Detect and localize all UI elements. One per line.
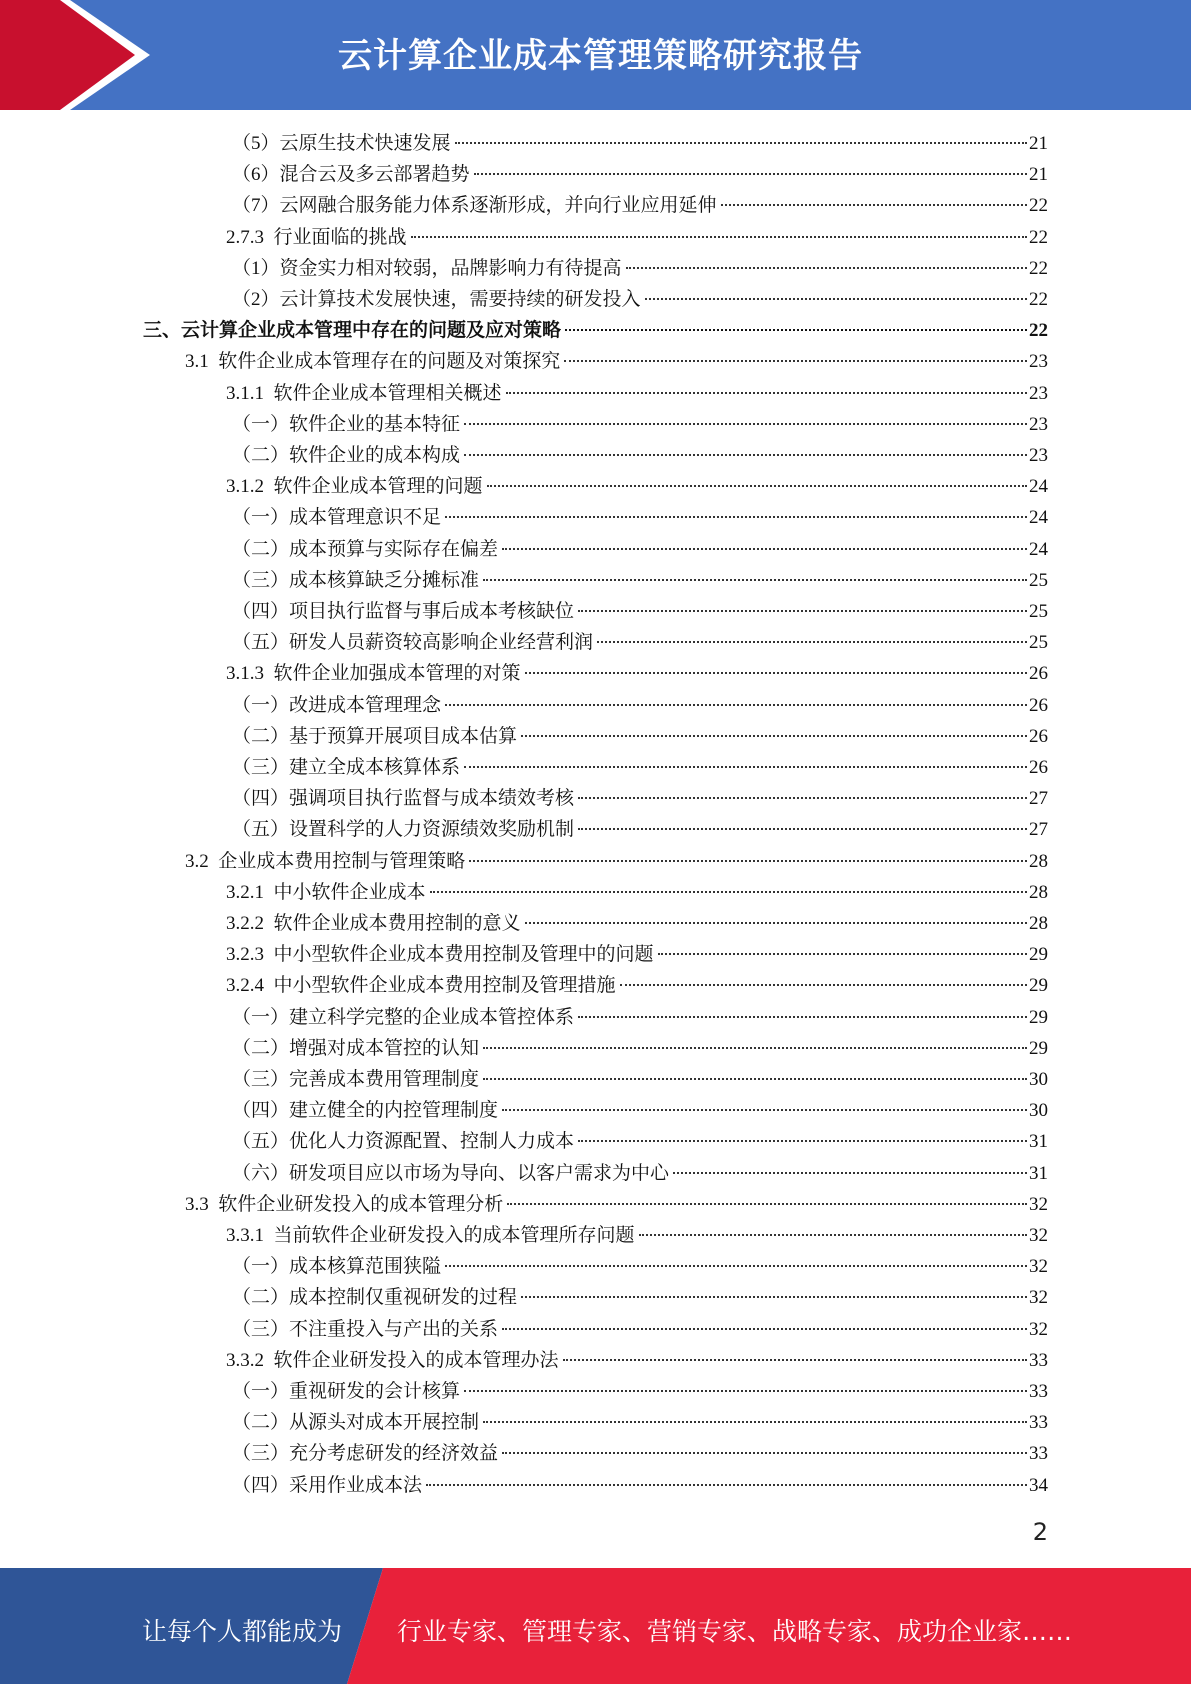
toc-entry[interactable]	[232, 1438, 1048, 1469]
toc-entry-page: 32	[1029, 1256, 1048, 1278]
toc-leader-dots	[445, 1265, 1027, 1267]
toc-entry[interactable]	[232, 752, 1048, 783]
toc-entry-label: 3.2.3 中小型软件企业成本费用控制及管理中的问题	[226, 944, 654, 966]
toc-leader-dots	[411, 236, 1027, 238]
toc-entry-page: 22	[1029, 226, 1048, 248]
toc-leader-dots	[673, 1172, 1027, 1174]
toc-leader-dots	[721, 204, 1027, 206]
toc-leader-dots	[578, 797, 1027, 799]
toc-entry[interactable]	[226, 658, 1048, 689]
toc-entry-label: 3.2.1 中小软件企业成本	[226, 881, 426, 903]
toc-entry[interactable]	[185, 846, 1048, 877]
toc-entry-label: （二）增强对成本管控的认知	[232, 1037, 480, 1059]
toc-entry[interactable]	[226, 877, 1048, 908]
toc-entry[interactable]	[232, 1407, 1048, 1438]
report-title: 云计算企业成本管理策略研究报告	[338, 36, 863, 76]
toc-entry-page: 27	[1029, 819, 1048, 841]
toc-leader-dots	[639, 1234, 1027, 1236]
toc-leader-dots	[626, 267, 1027, 269]
toc-entry-label: 3.3 软件企业研发投入的成本管理分析	[185, 1193, 504, 1215]
toc-entry-page: 25	[1029, 569, 1048, 591]
toc-entry-label: （一）重视研发的会计核算	[232, 1381, 461, 1402]
toc-entry[interactable]	[226, 970, 1048, 1001]
toc-entry[interactable]	[185, 346, 1048, 377]
toc-entry-label: （四）强调项目执行监督与成本绩效考核	[232, 788, 575, 810]
toc-entry[interactable]	[232, 1470, 1048, 1501]
toc-entry[interactable]	[226, 939, 1048, 970]
footer-slogan-left: 让每个人都能成为	[142, 1617, 343, 1646]
toc-leader-dots	[645, 298, 1027, 300]
page-number: 2	[1032, 1518, 1048, 1546]
toc-leader-dots	[483, 579, 1027, 581]
toc-leader-dots	[578, 1016, 1027, 1018]
toc-entry-page: 28	[1029, 881, 1048, 903]
toc-leader-dots	[502, 1452, 1027, 1454]
toc-leader-dots	[521, 735, 1027, 737]
toc-entry-label: （五）研发人员薪资较高影响企业经营利润	[232, 632, 594, 654]
toc-leader-dots	[464, 423, 1027, 425]
toc-entry-label: （一）软件企业的基本特征	[232, 413, 461, 435]
toc-entry-label: 3.1.1 软件企业成本管理相关概述	[226, 382, 502, 404]
toc-entry-page: 27	[1029, 788, 1048, 810]
toc-entry-label: （一）建立科学完整的企业成本管控体系	[232, 1006, 575, 1028]
toc-entry-page: 28	[1029, 913, 1048, 934]
toc-entry-page: 23	[1029, 351, 1048, 373]
toc-entry[interactable]	[232, 502, 1048, 533]
toc-leader-dots	[597, 641, 1027, 643]
toc-entry-label: 2.7.3 行业面临的挑战	[226, 226, 407, 248]
toc-entry-label: （三）成本核算缺乏分摊标准	[232, 569, 480, 591]
toc-entry-label: （三）建立全成本核算体系	[232, 757, 461, 778]
toc-entry-page: 30	[1029, 1069, 1048, 1090]
toc-entry-page: 24	[1029, 507, 1048, 529]
toc-entry[interactable]	[232, 253, 1048, 284]
toc-entry-label: （五）优化人力资源配置、控制人力成本	[232, 1131, 575, 1153]
toc-entry[interactable]	[232, 1095, 1048, 1126]
toc-entry-page: 23	[1029, 445, 1048, 466]
toc-entry[interactable]	[232, 1376, 1048, 1407]
toc-leader-dots	[502, 1109, 1027, 1111]
toc-leader-dots	[525, 672, 1027, 674]
toc-entry-page: 33	[1029, 1443, 1048, 1465]
toc-leader-dots	[502, 548, 1027, 550]
toc-entry[interactable]	[143, 315, 1048, 346]
toc-entry[interactable]	[232, 284, 1048, 315]
toc-entry-page: 21	[1029, 133, 1048, 154]
toc-entry[interactable]	[232, 565, 1048, 596]
toc-entry-label: （三）不注重投入与产出的关系	[232, 1318, 499, 1340]
toc-entry-label: （5）云原生技术快速发展	[232, 133, 451, 154]
toc-entry-page: 26	[1029, 725, 1048, 747]
toc-entry-label: （二）成本控制仅重视研发的过程	[232, 1287, 518, 1309]
page-footer	[0, 1568, 1191, 1684]
toc-entry-page: 32	[1029, 1193, 1048, 1215]
toc-entry[interactable]	[226, 1220, 1048, 1251]
toc-entry-page: 29	[1029, 1006, 1048, 1028]
toc-leader-dots	[563, 1359, 1027, 1361]
toc-entry-page: 31	[1029, 1131, 1048, 1153]
toc-entry-label: （一）成本管理意识不足	[232, 507, 442, 529]
toc-entry[interactable]	[226, 908, 1048, 939]
toc-entry-page: 34	[1029, 1474, 1048, 1496]
toc-entry-label: （三）完善成本费用管理制度	[232, 1069, 480, 1090]
page-header	[0, 0, 1191, 110]
toc-entry-label: 3.1.2 软件企业成本管理的问题	[226, 476, 483, 498]
toc-leader-dots	[487, 485, 1027, 487]
toc-entry-page: 25	[1029, 632, 1048, 654]
toc-entry[interactable]	[226, 471, 1048, 502]
toc-entry[interactable]	[226, 378, 1048, 409]
toc-entry-page: 29	[1029, 1037, 1048, 1059]
toc-entry-page: 25	[1029, 601, 1048, 622]
toc-entry[interactable]	[232, 190, 1048, 221]
toc-entry[interactable]	[232, 1033, 1048, 1064]
toc-entry[interactable]	[226, 1345, 1048, 1376]
toc-leader-dots	[426, 1484, 1027, 1486]
toc-entry[interactable]	[232, 534, 1048, 565]
toc-entry-label: （1）资金实力相对较弱，品牌影响力有待提高	[232, 257, 622, 279]
toc-entry-page: 21	[1029, 164, 1048, 186]
toc-entry-label: 3.1.3 软件企业加强成本管理的对策	[226, 663, 521, 685]
toc-entry[interactable]	[185, 1189, 1048, 1220]
toc-leader-dots	[525, 922, 1027, 924]
toc-entry-page: 33	[1029, 1381, 1048, 1402]
toc-entry[interactable]	[232, 627, 1048, 658]
toc-entry-label: （二）成本预算与实际存在偏差	[232, 538, 499, 560]
toc-entry-page: 24	[1029, 538, 1048, 560]
toc-entry-label: 3.3.1 当前软件企业研发投入的成本管理所存问题	[226, 1225, 635, 1246]
toc-leader-dots	[578, 828, 1027, 830]
toc-leader-dots	[483, 1078, 1027, 1080]
toc-entry-label: 3.2.2 软件企业成本费用控制的意义	[226, 913, 521, 934]
toc-entry-label: （二）从源头对成本开展控制	[232, 1412, 480, 1434]
toc-entry[interactable]	[232, 596, 1048, 627]
toc-entry-page: 23	[1029, 413, 1048, 435]
toc-entry-label: （2）云计算技术发展快速，需要持续的研发投入	[232, 289, 641, 310]
toc-entry-label: 3.2.4 中小型软件企业成本费用控制及管理措施	[226, 975, 616, 997]
toc-entry[interactable]	[232, 1002, 1048, 1033]
toc-entry-page: 29	[1029, 975, 1048, 997]
toc-entry-page: 32	[1029, 1318, 1048, 1340]
toc-entry-page: 26	[1029, 663, 1048, 685]
toc-entry-label: （五）设置科学的人力资源绩效奖励机制	[232, 819, 575, 841]
toc-entry-page: 30	[1029, 1100, 1048, 1122]
toc-entry-page: 24	[1029, 476, 1048, 498]
toc-leader-dots	[430, 891, 1027, 893]
toc-entry[interactable]	[226, 222, 1048, 253]
toc-entry[interactable]	[232, 1314, 1048, 1345]
toc-entry[interactable]	[232, 128, 1048, 159]
toc-entry[interactable]	[232, 783, 1048, 814]
toc-leader-dots	[507, 1203, 1027, 1205]
toc-leader-dots	[469, 860, 1027, 862]
toc-entry-page: 22	[1029, 257, 1048, 279]
toc-leader-dots	[455, 142, 1027, 144]
toc-entry-label: （6）混合云及多云部署趋势	[232, 164, 470, 186]
toc-entry-label: 3.2 企业成本费用控制与管理策略	[185, 850, 466, 872]
toc-leader-dots	[521, 1296, 1027, 1298]
toc-entry-page: 29	[1029, 944, 1048, 966]
toc-entry[interactable]	[232, 1126, 1048, 1157]
toc-entry[interactable]	[232, 1282, 1048, 1313]
toc-entry[interactable]	[232, 1251, 1048, 1282]
toc-entry-page: 22	[1029, 195, 1048, 217]
toc-entry-page: 32	[1029, 1225, 1048, 1246]
toc-entry[interactable]	[232, 814, 1048, 845]
toc-leader-dots	[565, 329, 1027, 331]
toc-entry-label: （二）软件企业的成本构成	[232, 445, 461, 466]
toc-entry-page: 28	[1029, 850, 1048, 872]
toc-leader-dots	[564, 360, 1027, 362]
toc-leader-dots	[502, 1328, 1027, 1330]
toc-entry-label: 3.1 软件企业成本管理存在的问题及对策探究	[185, 351, 561, 373]
toc-entry-label: 3.3.2 软件企业研发投入的成本管理办法	[226, 1349, 559, 1371]
toc-entry-page: 31	[1029, 1162, 1048, 1184]
toc-leader-dots	[474, 173, 1027, 175]
toc-entry[interactable]	[232, 690, 1048, 721]
toc-leader-dots	[620, 984, 1027, 986]
toc-entry-page: 22	[1029, 289, 1048, 310]
toc-leader-dots	[578, 1140, 1027, 1142]
toc-leader-dots	[464, 766, 1027, 768]
toc-entry-label: （一）成本核算范围狭隘	[232, 1256, 442, 1278]
toc-leader-dots	[445, 516, 1027, 518]
toc-leader-dots	[483, 1421, 1027, 1423]
toc-entry-page: 22	[1029, 320, 1048, 342]
toc-entry-label: 三、云计算企业成本管理中存在的问题及应对策略	[143, 320, 562, 342]
toc-entry[interactable]	[232, 159, 1048, 190]
toc-entry-page: 23	[1029, 382, 1048, 404]
toc-entry-label: （三）充分考虑研发的经济效益	[232, 1443, 499, 1465]
toc-entry-label: （7）云网融合服务能力体系逐渐形成，并向行业应用延伸	[232, 195, 717, 217]
toc-entry-label: （四）建立健全的内控管理制度	[232, 1100, 499, 1122]
toc-entry[interactable]	[232, 440, 1048, 471]
toc-entry-page: 26	[1029, 694, 1048, 716]
toc-entry[interactable]	[232, 1064, 1048, 1095]
toc-entry-page: 26	[1029, 757, 1048, 778]
toc-entry[interactable]	[232, 409, 1048, 440]
toc-entry-label: （六）研发项目应以市场为导向、以客户需求为中心	[232, 1162, 670, 1184]
toc-entry-label: （二）基于预算开展项目成本估算	[232, 725, 518, 747]
toc-entry[interactable]	[232, 721, 1048, 752]
toc-entry[interactable]	[232, 1158, 1048, 1189]
toc-leader-dots	[464, 1390, 1027, 1392]
toc-leader-dots	[506, 392, 1027, 394]
toc-leader-dots	[483, 1047, 1027, 1049]
toc-leader-dots	[658, 953, 1027, 955]
toc-leader-dots	[464, 454, 1027, 456]
toc-entry-page: 33	[1029, 1412, 1048, 1434]
footer-slogan-right: 行业专家、管理专家、营销专家、战略专家、成功企业家……	[397, 1617, 1073, 1646]
toc-entry-page: 33	[1029, 1349, 1048, 1371]
toc-entry-page: 32	[1029, 1287, 1048, 1309]
toc-leader-dots	[578, 610, 1027, 612]
toc-entry-label: （四）项目执行监督与事后成本考核缺位	[232, 601, 575, 622]
toc-entry-label: （一）改进成本管理理念	[232, 694, 442, 716]
toc-leader-dots	[445, 704, 1027, 706]
toc-entry-label: （四）采用作业成本法	[232, 1474, 423, 1496]
